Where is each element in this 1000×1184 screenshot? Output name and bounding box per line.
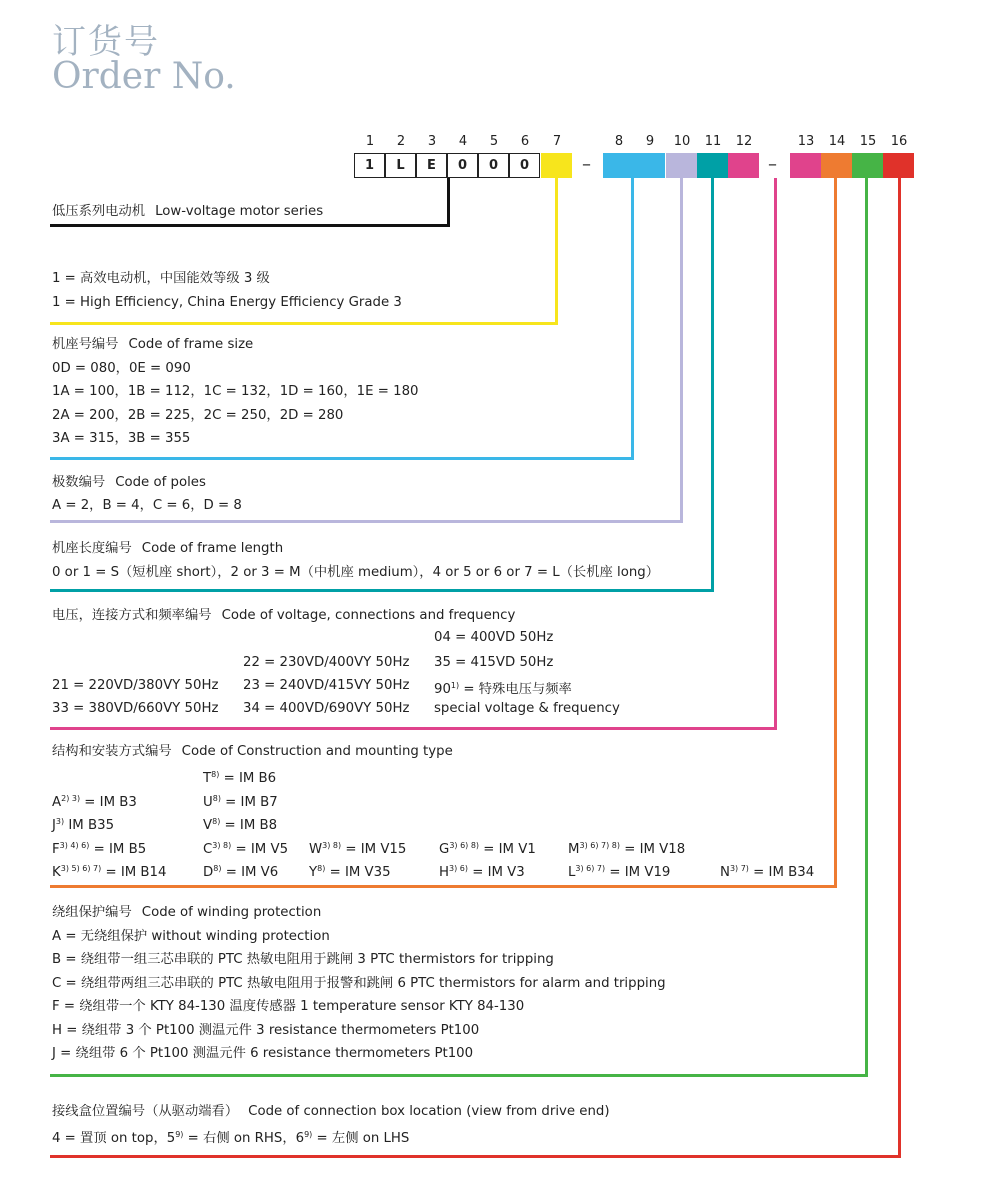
frame-size-line: 0D = 080，0E = 090	[52, 361, 191, 376]
title-english: Order No.	[52, 56, 236, 97]
code-box: 0	[509, 153, 540, 178]
voltage-code: 34 = 400VD/690VY 50Hz	[243, 701, 410, 716]
code-box-8-blue	[603, 153, 634, 178]
series-label: 低压系列电动机 Low-voltage motor series	[52, 204, 324, 219]
position-number: 16	[890, 134, 908, 149]
code-box-7-yellow	[541, 153, 572, 178]
voltage-code: 04 = 400VD 50Hz	[434, 630, 554, 645]
connector-horizontal-teal	[50, 589, 714, 592]
construction-code: $N^{3) 7)}$ = IM B34	[720, 864, 815, 880]
construction-code: $V^{8)}$ = IM B8	[203, 817, 278, 833]
construction-heading: 结构和安装方式编号 Code of Construction and mounting type	[52, 744, 453, 759]
construction-code: $C^{3) 8)}$ = IM V5	[203, 841, 289, 857]
code-box: 0	[478, 153, 509, 178]
connector-vertical-lavender	[680, 178, 683, 523]
code-box-11-teal	[697, 153, 728, 178]
connector-horizontal-black	[50, 224, 450, 227]
position-number: 1	[365, 134, 375, 149]
code-box-14-orange	[821, 153, 852, 178]
connector-horizontal-green	[50, 1074, 868, 1077]
position-number: 6	[520, 134, 530, 149]
voltage-code: 22 = 230VD/400VY 50Hz	[243, 655, 410, 670]
frame-length-heading: 机座长度编号 Code of frame length	[52, 541, 284, 556]
voltage-heading: 电压，连接方式和频率编号 Code of voltage, connections and frequency	[52, 608, 516, 623]
box-location-line: 4 = 置顶 on top，$5^{9)}$ = 右侧 on RHS，$6^{9)}$ = 左侧 on LHS	[52, 1130, 410, 1146]
winding-line: F = 绕组带一个 KTY 84-130 温度传感器 1 temperature sensor KTY 84-130	[52, 999, 525, 1014]
position-number: 12	[735, 134, 753, 149]
connector-vertical-red	[898, 178, 901, 1158]
separator-dash: –	[768, 154, 777, 175]
winding-line: B = 绕组带一组三芯串联的 PTC 热敏电阻用于跳闸 3 PTC thermistors for tripping	[52, 952, 554, 967]
position-number: 2	[396, 134, 406, 149]
position-number: 11	[704, 134, 722, 149]
winding-line: H = 绕组带 3 个 Pt100 测温元件 3 resistance thermometers Pt100	[52, 1023, 480, 1038]
construction-code: $T^{8)}$ = IM B6	[203, 770, 277, 786]
position-number: 8	[614, 134, 624, 149]
poles-heading: 极数编号 Code of poles	[52, 475, 206, 490]
construction-code: $U^{8)}$ = IM B7	[203, 794, 278, 810]
code-box: E	[416, 153, 447, 178]
frame-length-line: 0 or 1 = S（短机座 short），2 or 3 = M（中机座 medium），4 or 5 or 6 or 7 = L（长机座 long）	[52, 565, 660, 580]
construction-code: $Y^{8)}$ = IM V35	[309, 864, 391, 880]
winding-line: J = 绕组带 6 个 Pt100 测温元件 6 resistance thermometers Pt100	[52, 1046, 474, 1061]
voltage-code: 21 = 220VD/380VY 50Hz	[52, 678, 219, 693]
title-chinese: 订货号	[52, 22, 160, 62]
winding-line: C = 绕组带两组三芯串联的 PTC 热敏电阻用于报警和跳闸 6 PTC thermistors for alarm and tripping	[52, 976, 666, 991]
connector-horizontal-pink	[50, 727, 777, 730]
connector-horizontal-orange	[50, 885, 837, 888]
position-number: 3	[427, 134, 437, 149]
construction-code: $H^{3) 6)}$ = IM V3	[439, 864, 525, 880]
voltage-code-special: $90^{1)}$ = 特殊电压与频率	[434, 681, 572, 697]
winding-heading: 绕组保护编号 Code of winding protection	[52, 905, 322, 920]
efficiency-line-en: 1 = High Efficiency, China Energy Efficiency Grade 3	[52, 295, 402, 310]
code-box: L	[385, 153, 416, 178]
voltage-code: 33 = 380VD/660VY 50Hz	[52, 701, 219, 716]
construction-code: $D^{8)}$ = IM V6	[203, 864, 279, 880]
efficiency-line-cn: 1 = 高效电动机，中国能效等级 3 级	[52, 271, 270, 286]
separator-dash: –	[582, 154, 591, 175]
connector-vertical-orange	[834, 178, 837, 888]
connector-vertical-pink	[774, 178, 777, 730]
connector-vertical-green	[865, 178, 868, 1077]
construction-code: $J^{3)}$ IM B35	[52, 817, 115, 833]
construction-code: $A^{2) 3)}$ = IM B3	[52, 794, 137, 810]
position-number: 9	[645, 134, 655, 149]
code-box: 1	[354, 153, 385, 178]
code-box: 0	[447, 153, 478, 178]
construction-code: $W^{3) 8)}$ = IM V15	[309, 841, 407, 857]
box-location-heading: 接线盒位置编号（从驱动端看） Code of connection box location (view from drive end)	[52, 1104, 610, 1119]
code-box-15-green	[852, 153, 883, 178]
position-number: 5	[489, 134, 499, 149]
voltage-code: special voltage & frequency	[434, 701, 620, 716]
code-box-10-lavender	[666, 153, 697, 178]
poles-line: A = 2，B = 4，C = 6，D = 8	[52, 498, 242, 513]
connector-vertical-teal	[711, 178, 714, 592]
connector-horizontal-blue	[50, 457, 634, 460]
construction-code: $K^{3) 5) 6) 7)}$ = IM B14	[52, 864, 167, 880]
code-box-13-pink	[790, 153, 821, 178]
code-box-9-blue	[634, 153, 665, 178]
code-box-16-red	[883, 153, 914, 178]
position-number: 7	[552, 134, 562, 149]
connector-vertical-black	[447, 178, 450, 226]
connector-vertical-yellow	[555, 178, 558, 325]
position-number: 14	[828, 134, 846, 149]
construction-code: $F^{3) 4) 6)}$ = IM B5	[52, 841, 147, 857]
code-box-12-pink	[728, 153, 759, 178]
position-number: 15	[859, 134, 877, 149]
winding-line: A = 无绕组保护 without winding protection	[52, 929, 330, 944]
frame-size-line: 1A = 100，1B = 112，1C = 132，1D = 160，1E = 180	[52, 384, 419, 399]
frame-size-line: 2A = 200，2B = 225，2C = 250，2D = 280	[52, 408, 344, 423]
connector-horizontal-yellow	[50, 322, 558, 325]
frame-size-heading: 机座号编号 Code of frame size	[52, 337, 254, 352]
connector-horizontal-red	[50, 1155, 901, 1158]
voltage-code: 23 = 240VD/415VY 50Hz	[243, 678, 410, 693]
connector-horizontal-lavender	[50, 520, 683, 523]
frame-size-line: 3A = 315，3B = 355	[52, 431, 191, 446]
position-number: 13	[797, 134, 815, 149]
connector-vertical-blue	[631, 178, 634, 460]
construction-code: $M^{3) 6) 7) 8)}$ = IM V18	[568, 841, 686, 857]
position-number: 10	[673, 134, 691, 149]
construction-code: $G^{3) 6) 8)}$ = IM V1	[439, 841, 536, 857]
position-number: 4	[458, 134, 468, 149]
construction-code: $L^{3) 6) 7)}$ = IM V19	[568, 864, 671, 880]
voltage-code: 35 = 415VD 50Hz	[434, 655, 554, 670]
